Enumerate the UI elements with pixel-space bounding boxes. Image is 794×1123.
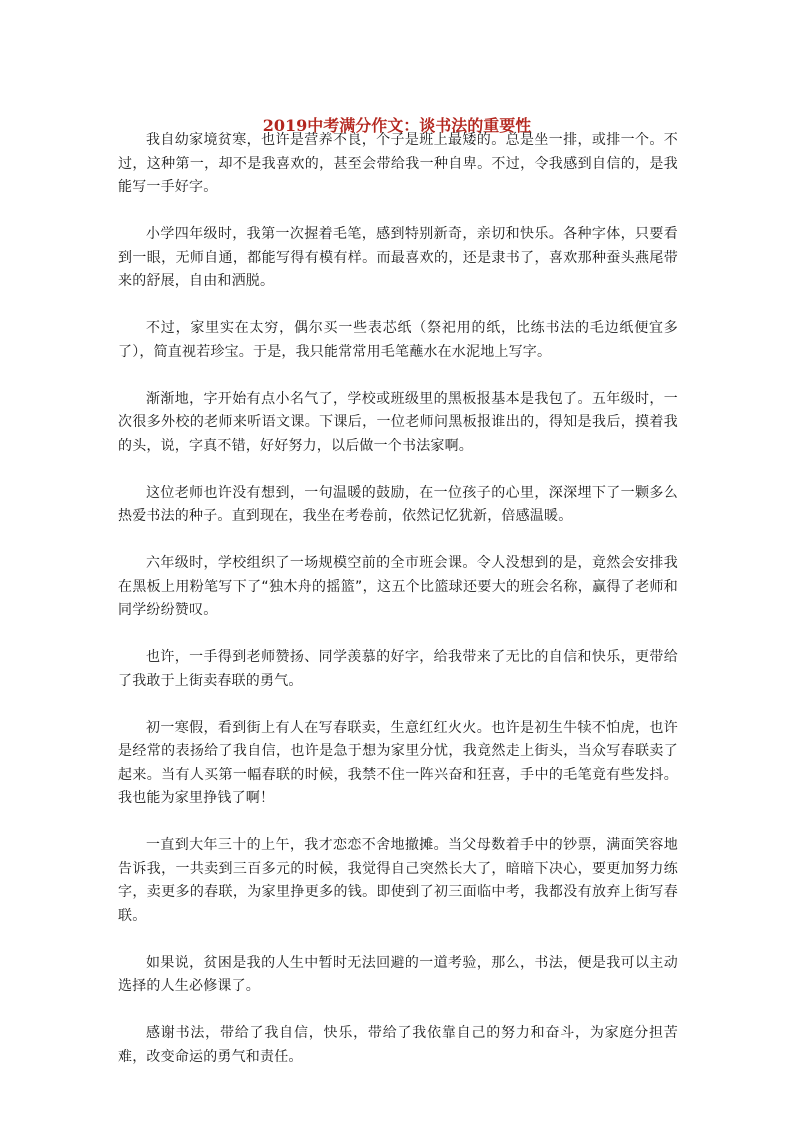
- paragraph: 我自幼家境贫寒，也许是营养不良，个子是班上最矮的。总是坐一排，或排一个。不过，这种第一，却不是我喜欢的，甚至会带给我一种自卑。不过，令我感到自信的，是我能写一手好字。: [118, 132, 678, 195]
- paragraph: 不过，家里实在太穷，偶尔买一些表芯纸（祭祀用的纸，比练书法的毛边纸便宜多了），简直视若珍宝。于是，我只能常常用毛笔蘸水在水泥地上写字。: [118, 320, 678, 360]
- document-title: 2019中考满分作文：谈书法的重要性: [262, 115, 532, 135]
- paragraph: 小学四年级时，我第一次握着毛笔，感到特别新奇，亲切和快乐。各种字体，只要看到一眼，无师自通，都能写得有模有样。而最喜欢的，还是隶书了，喜欢那种蚕头燕尾带来的舒展，自由和洒脱。: [118, 226, 678, 289]
- paragraph: 也许，一手得到老师赞扬、同学羡慕的好字，给我带来了无比的自信和快乐，更带给了我敢于上街卖春联的勇气。: [118, 649, 678, 689]
- paragraph: 六年级时，学校组织了一场规模空前的全市班会课。令人没想到的是，竟然会安排我在黑板上用粉笔写下了“独木舟的摇篮”，这五个比篮球还要大的班会名称，赢得了老师和同学纷纷赞叹。: [118, 555, 678, 618]
- paragraph: 感谢书法，带给了我自信，快乐，带给了我依靠自己的努力和奋斗，为家庭分担苦难，改变命运的勇气和责任。: [118, 1025, 678, 1065]
- paragraph: 这位老师也许没有想到，一句温暖的鼓励，在一位孩子的心里，深深埋下了一颗多么热爱书法的种子。直到现在，我坐在考卷前，依然记忆犹新，倍感温暖。: [118, 484, 678, 524]
- document-body: [118, 129, 678, 1069]
- paragraph: 初一寒假，看到街上有人在写春联卖，生意红红火火。也许是初生牛犊不怕虎，也许是经常的表扬给了我自信，也许是急于想为家里分忧，我竟然走上街头，当众写春联卖了起来。当有人买第一幅春联的时候，我禁不住一阵兴奋和狂喜，手中的毛笔竟有些发抖。我也能为家里挣钱了啊！: [118, 719, 678, 806]
- paragraph: 渐渐地，字开始有点小名气了，学校或班级里的黑板报基本是我包了。五年级时，一次很多外校的老师来听语文课。下课后，一位老师问黑板报谁出的，得知是我后，摸着我的头，说，字真不错，好好努力，以后做一个书法家啊。: [118, 390, 678, 454]
- paragraph: 一直到大年三十的上午，我才恋恋不舍地撤摊。当父母数着手中的钞票，满面笑容地告诉我，一共卖到三百多元的时候，我觉得自己突然长大了，暗暗下决心，要更加努力练字，卖更多的春联，为家里挣更多的钱。即使到了初三面临中考，我都没有放弃上街写春联。: [118, 837, 678, 924]
- paragraph: 如果说，贫困是我的人生中暂时无法回避的一道考验，那么，书法，便是我可以主动选择的人生必修课了。: [118, 954, 678, 994]
